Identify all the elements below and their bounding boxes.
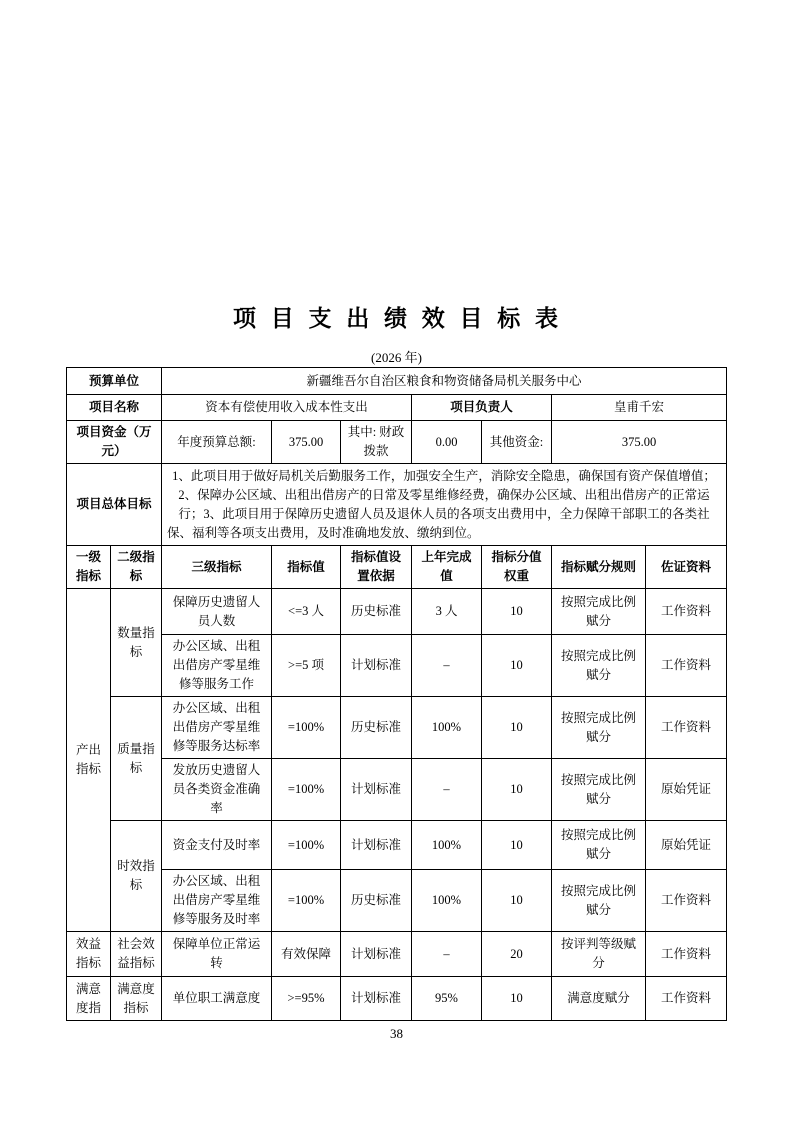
col-header-last-year: 上年完成值 xyxy=(412,546,482,589)
level2-social-cell: 社会效益指标 xyxy=(111,932,162,977)
project-leader-label: 项目负责人 xyxy=(412,395,552,421)
col-header-rule: 指标赋分规则 xyxy=(552,546,646,589)
indicator-header-row xyxy=(67,546,727,589)
indicator-row xyxy=(67,697,727,759)
level1-benefit-cell: 效益指标 xyxy=(67,932,111,977)
indicator-evidence: 工作资料 xyxy=(646,870,727,932)
indicator-target: =100% xyxy=(272,697,341,759)
indicator-basis: 计划标准 xyxy=(341,932,412,977)
indicator-target: >=95% xyxy=(272,977,341,1021)
col-header-level1: 一级指标 xyxy=(67,546,111,589)
other-funds-value: 375.00 xyxy=(552,421,727,464)
indicator-weight: 20 xyxy=(482,932,552,977)
indicator-last-year: 100% xyxy=(412,870,482,932)
indicator-weight: 10 xyxy=(482,635,552,697)
indicator-name: 保障单位正常运转 xyxy=(162,932,272,977)
col-header-level3: 三级指标 xyxy=(162,546,272,589)
indicator-rule: 按照完成比例赋分 xyxy=(552,697,646,759)
level2-quantity-cell: 数量指标 xyxy=(111,589,162,697)
indicator-evidence: 原始凭证 xyxy=(646,821,727,870)
indicator-basis: 历史标准 xyxy=(341,589,412,635)
indicator-evidence: 工作资料 xyxy=(646,932,727,977)
indicator-basis: 历史标准 xyxy=(341,697,412,759)
indicator-weight: 10 xyxy=(482,759,552,821)
level1-output-cell: 产出指标 xyxy=(67,589,111,932)
indicator-row xyxy=(67,589,727,635)
indicator-rule: 按照完成比例赋分 xyxy=(552,635,646,697)
indicator-basis: 历史标准 xyxy=(341,870,412,932)
indicator-last-year: – xyxy=(412,932,482,977)
document-year: (2026 年) xyxy=(371,350,422,365)
indicator-row xyxy=(67,870,727,932)
level1-satisfaction-cell: 满意度指 xyxy=(67,977,111,1021)
indicator-evidence: 工作资料 xyxy=(646,589,727,635)
indicator-rule: 按照完成比例赋分 xyxy=(552,821,646,870)
indicator-weight: 10 xyxy=(482,870,552,932)
indicator-name: 办公区域、出租出借房产零星维修等服务达标率 xyxy=(162,697,272,759)
col-header-target: 指标值 xyxy=(272,546,341,589)
indicator-name: 资金支付及时率 xyxy=(162,821,272,870)
project-name-row xyxy=(67,395,727,421)
indicator-evidence: 原始凭证 xyxy=(646,759,727,821)
budget-unit-label: 预算单位 xyxy=(67,368,162,395)
col-header-weight: 指标分值权重 xyxy=(482,546,552,589)
indicator-weight: 10 xyxy=(482,589,552,635)
indicator-name: 发放历史遗留人员各类资金准确率 xyxy=(162,759,272,821)
overall-goal-label: 项目总体目标 xyxy=(67,464,162,546)
project-funds-label: 项目资金（万元） xyxy=(67,421,162,464)
project-leader-value: 皇甫千宏 xyxy=(552,395,727,421)
other-funds-label: 其他资金: xyxy=(482,421,552,464)
indicator-target: 有效保障 xyxy=(272,932,341,977)
budget-unit-row xyxy=(67,368,727,395)
indicator-evidence: 工作资料 xyxy=(646,697,727,759)
indicator-rule: 满意度赋分 xyxy=(552,977,646,1021)
indicator-last-year: 3 人 xyxy=(412,589,482,635)
fiscal-allocation-label: 其中: 财政拨款 xyxy=(341,421,412,464)
performance-target-table xyxy=(66,367,727,1021)
indicator-target: <=3 人 xyxy=(272,589,341,635)
col-header-evidence: 佐证资料 xyxy=(646,546,727,589)
indicator-rule: 按评判等级赋分 xyxy=(552,932,646,977)
indicator-weight: 10 xyxy=(482,977,552,1021)
indicator-rule: 按照完成比例赋分 xyxy=(552,759,646,821)
level2-quality-cell: 质量指标 xyxy=(111,697,162,821)
indicator-target: =100% xyxy=(272,759,341,821)
indicator-row xyxy=(67,759,727,821)
indicator-last-year: 100% xyxy=(412,697,482,759)
indicator-last-year: 95% xyxy=(412,977,482,1021)
overall-goal-row xyxy=(67,464,727,546)
annual-budget-label: 年度预算总额: xyxy=(162,421,272,464)
project-funds-row xyxy=(67,421,727,464)
indicator-weight: 10 xyxy=(482,821,552,870)
indicator-last-year: 100% xyxy=(412,821,482,870)
indicator-rule: 按照完成比例赋分 xyxy=(552,870,646,932)
indicator-row xyxy=(67,821,727,870)
indicator-basis: 计划标准 xyxy=(341,821,412,870)
indicator-target: =100% xyxy=(272,821,341,870)
indicator-rule: 按照完成比例赋分 xyxy=(552,589,646,635)
project-name-value: 资本有偿使用收入成本性支出 xyxy=(162,395,412,421)
annual-budget-value: 375.00 xyxy=(272,421,341,464)
indicator-basis: 计划标准 xyxy=(341,759,412,821)
indicator-target: >=5 项 xyxy=(272,635,341,697)
indicator-last-year: – xyxy=(412,759,482,821)
indicator-row xyxy=(67,635,727,697)
indicator-name: 办公区域、出租出借房产零星维修等服务工作 xyxy=(162,635,272,697)
indicator-name: 办公区域、出租出借房产零星维修等服务及时率 xyxy=(162,870,272,932)
indicator-row xyxy=(67,977,727,1021)
indicator-target: =100% xyxy=(272,870,341,932)
indicator-weight: 10 xyxy=(482,697,552,759)
level2-timeliness-cell: 时效指标 xyxy=(111,821,162,932)
page-number: 38 xyxy=(390,1026,403,1041)
indicator-last-year: – xyxy=(412,635,482,697)
indicator-evidence: 工作资料 xyxy=(646,977,727,1021)
level2-satisfaction-cell: 满意度指标 xyxy=(111,977,162,1021)
fiscal-allocation-value: 0.00 xyxy=(412,421,482,464)
col-header-basis: 指标值设置依据 xyxy=(341,546,412,589)
budget-unit-value: 新疆维吾尔自治区粮食和物资储备局机关服务中心 xyxy=(162,368,727,395)
indicator-name: 单位职工满意度 xyxy=(162,977,272,1021)
indicator-basis: 计划标准 xyxy=(341,977,412,1021)
document-title: 项 目 支 出 绩 效 目 标 表 xyxy=(233,306,560,331)
overall-goal-text: 1、此项目用于做好局机关后勤服务工作，加强安全生产，消除安全隐患，确保国有资产保值增值；2、保障办公区域、出租出借房产的日常及零星维修经费，确保办公区域、出租出借房产的正常运行；3、此项目用于保障历史遗留人员及退休人员的各项支出费用中，全力保障干部职工的各类社保、福利等各项支出费用，及时准确地发放、缴纳到位。 xyxy=(162,464,727,546)
indicator-name: 保障历史遗留人员人数 xyxy=(162,589,272,635)
indicator-basis: 计划标准 xyxy=(341,635,412,697)
col-header-level2: 二级指标 xyxy=(111,546,162,589)
indicator-evidence: 工作资料 xyxy=(646,635,727,697)
indicator-row xyxy=(67,932,727,977)
project-name-label: 项目名称 xyxy=(67,395,162,421)
